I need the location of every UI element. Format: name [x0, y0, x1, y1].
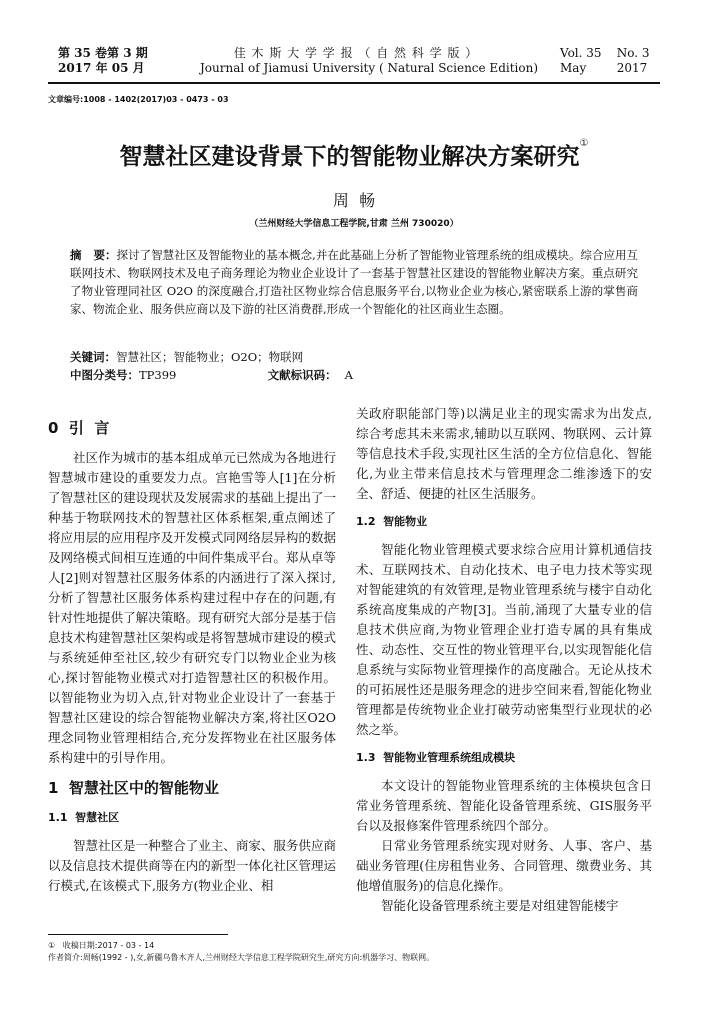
footnote	[48, 940, 660, 964]
journal-en: Journal of Jiamusi University ( Natural Science Edition)	[200, 61, 539, 75]
section-1-2-paragraph: 智能化物业管理模式要求综合应用计算机通信技术、互联网技术、自动化技术、电子电力技术等实现对智能建筑的有效管理,是物业管理系统与楼宇自动化系统高度集成的产物[3]。当前,涌现了大量专业的信息技术供应商,为物业管理企业打造专属的具有集成性、动态性、交互性的物业管理平台,以实现智能化信息系统与实际物业管理操作的高度融合。无论从技术的可拓展性还是服务理念的进步空间来看,智能化物业管理都是传统物业企业打破劳动密集型行业现状的必然之举。	[356, 542, 652, 737]
section-1-3-paragraph-3: 智能化设备管理系统主要是对组建智能楼宇	[381, 898, 619, 913]
abstract-label: 摘 要：	[70, 248, 117, 262]
section-0-heading: 0 引 言	[48, 419, 110, 437]
date-en: May 2017	[560, 61, 648, 75]
volume-en: Vol. 35 No. 3	[560, 46, 650, 60]
section-1-2-heading: 1.2 智能物业	[356, 515, 428, 528]
volume-cn: 第 35 卷第 3 期	[58, 46, 148, 60]
footnote-bio: 作者简介:周畅(1992 - ),女,新疆乌鲁木齐人,兰州财经大学信息工程学院研究生,研究方向:机器学习、物联网。	[48, 953, 435, 962]
keywords-text: 智慧社区；智能物业；O2O；物联网	[116, 350, 304, 364]
footnote-received: ① 收稿日期:2017 - 03 - 14	[48, 941, 155, 950]
affiliation: （兰州财经大学信息工程学院,甘肃 兰州 730020）	[249, 219, 459, 229]
section-1-1-paragraph: 智慧社区是一种整合了业主、商家、服务供应商以及信息技术提供商等在内的新型一体化社区管理运行模式,在该模式下,服务方(物业企业、相	[48, 838, 336, 893]
classification	[70, 367, 638, 383]
date-cn: 2017 年 05 月	[58, 61, 145, 75]
clc-value: TP399	[139, 368, 177, 382]
keywords-label: 关键词：	[70, 350, 116, 364]
header-rule	[48, 82, 660, 84]
title-text: 智慧社区建设背景下的智能物业解决方案研究	[119, 144, 580, 170]
section-1-1-heading: 1.1 智慧社区	[48, 811, 120, 824]
title-footnote-mark: ①	[579, 138, 589, 149]
abstract-text: 探讨了智慧社区及智能物业的基本概念,并在此基础上分析了智能物业管理系统的组成模块。综合应用互联网技术、物联网技术及电子商务理论为物业企业设计了一套基于智慧社区建设的智能物业解决方案。重点研究了物业管理同社区 O2O 的深度融合,打造社区物业综合信息服务平台,以物业企业为核心,紧密联系上游的掌售商家、物流企业、服务供应商以及下游的社区消费群,形成一个智能化的社区商业生态圈。	[70, 248, 639, 316]
section-1-heading: 1 智慧社区中的智能物业	[48, 779, 219, 797]
header-volume-cn	[58, 46, 148, 76]
right-column	[356, 404, 652, 916]
author: 周 畅	[332, 191, 376, 210]
journal-cn: 佳 木 斯 大 学 学 报 （ 自 然 科 学 版 ）	[233, 46, 479, 60]
header-journal	[200, 46, 539, 76]
clc-label: 中图分类号：	[70, 368, 139, 382]
doc-code-value: A	[344, 368, 353, 382]
footnote-rule	[48, 934, 228, 935]
header-volume-en	[560, 46, 650, 76]
paper-title	[48, 138, 660, 171]
doc-code-label: 文献标识码：	[267, 368, 337, 382]
section-0-paragraph: 社区作为城市的基本组成单元已然成为各地进行智慧城市建设的重要发力点。宫艳雪等人[1]在分析了智慧社区的建设现状及发展需求的基础上提出了一种基于物联网技术的智慧社区体系框架,重点阐述了将应用层的应用程序及开发模式同网络层异构的数据及网络模式间相互连通的中间件集成平台。郑从卓等人[2]则对智慧社区服务体系的内涵进行了深入探讨,分析了智慧社区服务体系构建过程中存在的问题,有针对性地提供了解决策略。现有研究大部分是基于信息技术构建智慧社区架构或是将智慧城市建设的模式与系统延伸至社区,较少有研究专门以物业企业为核心,探讨智能物业模式对打造智慧社区的积极作用。以智能物业为切入点,针对物业企业设计了一套基于智慧社区建设的综合智能物业解决方案,将社区O2O 理念同物业管理相结合,充分发挥物业在社区服务体系构建中的引导作用。	[48, 450, 336, 765]
section-1-3-paragraph-2: 日常业务管理系统实现对财务、人事、客户、基础业务管理(住房租售业务、合同管理、缴费业务、其他增值服务)的信息化操作。	[356, 838, 652, 893]
keywords	[70, 349, 638, 365]
left-column	[48, 412, 336, 896]
section-1-1-continued: 关政府职能部门等)以满足业主的现实需求为出发点,综合考虑其未来需求,辅助以互联网、物联网、云计算等信息技术手段,实现社区生活的全方位信息化、智能化,为业主带来信息技术与管理理念二维渗透下的安全、舒适、便捷的社区生活服务。	[356, 406, 652, 501]
article-id: 文章编号:1008 - 1402(2017)03 - 0473 - 03	[48, 95, 229, 104]
abstract	[70, 246, 638, 318]
section-1-3-heading: 1.3 智能物业管理系统组成模块	[356, 751, 516, 764]
section-1-3-paragraph-1: 本文设计的智能物业管理系统的主体模块包含日常业务管理系统、智能化设备管理系统、GIS服务平台以及报修案件管理系统四个部分。	[356, 778, 652, 833]
